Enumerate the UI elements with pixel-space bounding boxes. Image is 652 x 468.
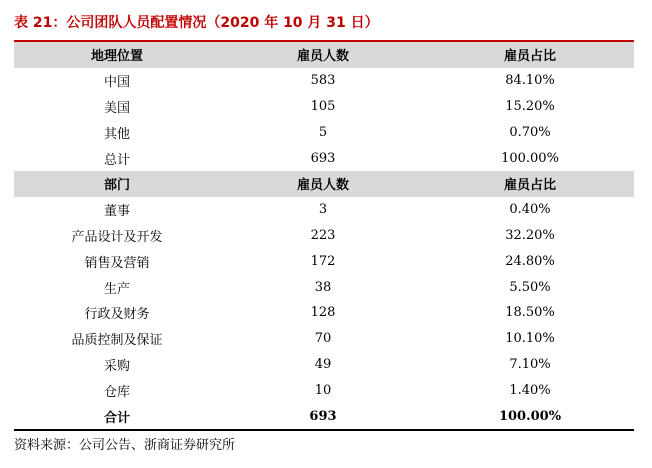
table-cell: 49 (314, 356, 332, 372)
table-cell: 38 (314, 279, 332, 295)
table-cell: 行政及财务 (84, 307, 150, 323)
table-cell: 15.20% (505, 98, 555, 114)
table-cell: 7.10% (509, 356, 551, 372)
table-cell: 32.20% (505, 227, 555, 243)
table-cell: 693 (310, 150, 336, 166)
table-row (14, 68, 634, 94)
table-cell: 0.70% (509, 124, 551, 140)
table-cell: 其他 (103, 126, 130, 142)
table-row (14, 300, 634, 326)
dept-header-cell: 雇员人数 (220, 171, 426, 197)
dept-header-cell: 雇员占比 (426, 171, 634, 197)
table-cell: 18.50% (505, 305, 555, 321)
dept-header-cell: 部门 (14, 171, 220, 197)
table-row (14, 248, 634, 274)
table-cell: 中国 (103, 75, 130, 91)
table-cell: 172 (310, 253, 336, 269)
table-cell: 583 (310, 73, 336, 89)
geo-header-cell: 地理位置 (14, 42, 220, 68)
table-cell: 销售及营销 (84, 255, 150, 271)
table-cell: 采购 (103, 358, 130, 374)
table-cell: 10.10% (505, 331, 555, 347)
table-row (14, 119, 634, 145)
table-cell: 生产 (103, 281, 130, 297)
table-cell: 产品设计及开发 (71, 229, 163, 245)
table-cell: 84.10% (505, 73, 555, 89)
table-cell: 仓库 (103, 384, 130, 400)
table-row (14, 223, 634, 249)
table-row (14, 94, 634, 120)
table-cell: 100.00% (501, 150, 559, 166)
source-note: 资料来源：公司公告、浙商证券研究所 (14, 438, 236, 453)
geo-header-row (14, 42, 634, 68)
table-cell: 10 (314, 382, 332, 398)
table-cell: 品质控制及保证 (71, 333, 163, 349)
table-row (14, 197, 634, 223)
table-row (14, 274, 634, 300)
total-cell: 100.00% (498, 408, 562, 424)
table-cell: 1.40% (509, 382, 551, 398)
table-row (14, 326, 634, 352)
table-cell: 70 (314, 331, 332, 347)
table-cell: 24.80% (505, 253, 555, 269)
staffing-table (14, 40, 634, 431)
total-cell: 合计 (103, 410, 130, 426)
total-cell: 693 (309, 408, 337, 424)
geo-header-cell: 雇员占比 (426, 42, 634, 68)
total-row (14, 403, 634, 429)
dept-header-row (14, 171, 634, 197)
table-cell: 董事 (103, 204, 130, 220)
table-cell: 223 (310, 227, 336, 243)
table-cell: 0.40% (509, 202, 551, 218)
table-row (14, 377, 634, 403)
table-row (14, 352, 634, 378)
table-cell: 总计 (103, 152, 130, 168)
table-cell: 5.50% (509, 279, 551, 295)
table-cell: 3 (318, 202, 328, 218)
table-cell: 128 (310, 305, 336, 321)
table-cell: 5 (318, 124, 328, 140)
table-cell: 105 (310, 98, 336, 114)
geo-header-cell: 雇员人数 (220, 42, 426, 68)
table-row (14, 145, 634, 171)
table-title: 表 21：公司团队人员配置情况（2020 年 10 月 31 日） (14, 15, 379, 31)
table-cell: 美国 (103, 100, 130, 116)
